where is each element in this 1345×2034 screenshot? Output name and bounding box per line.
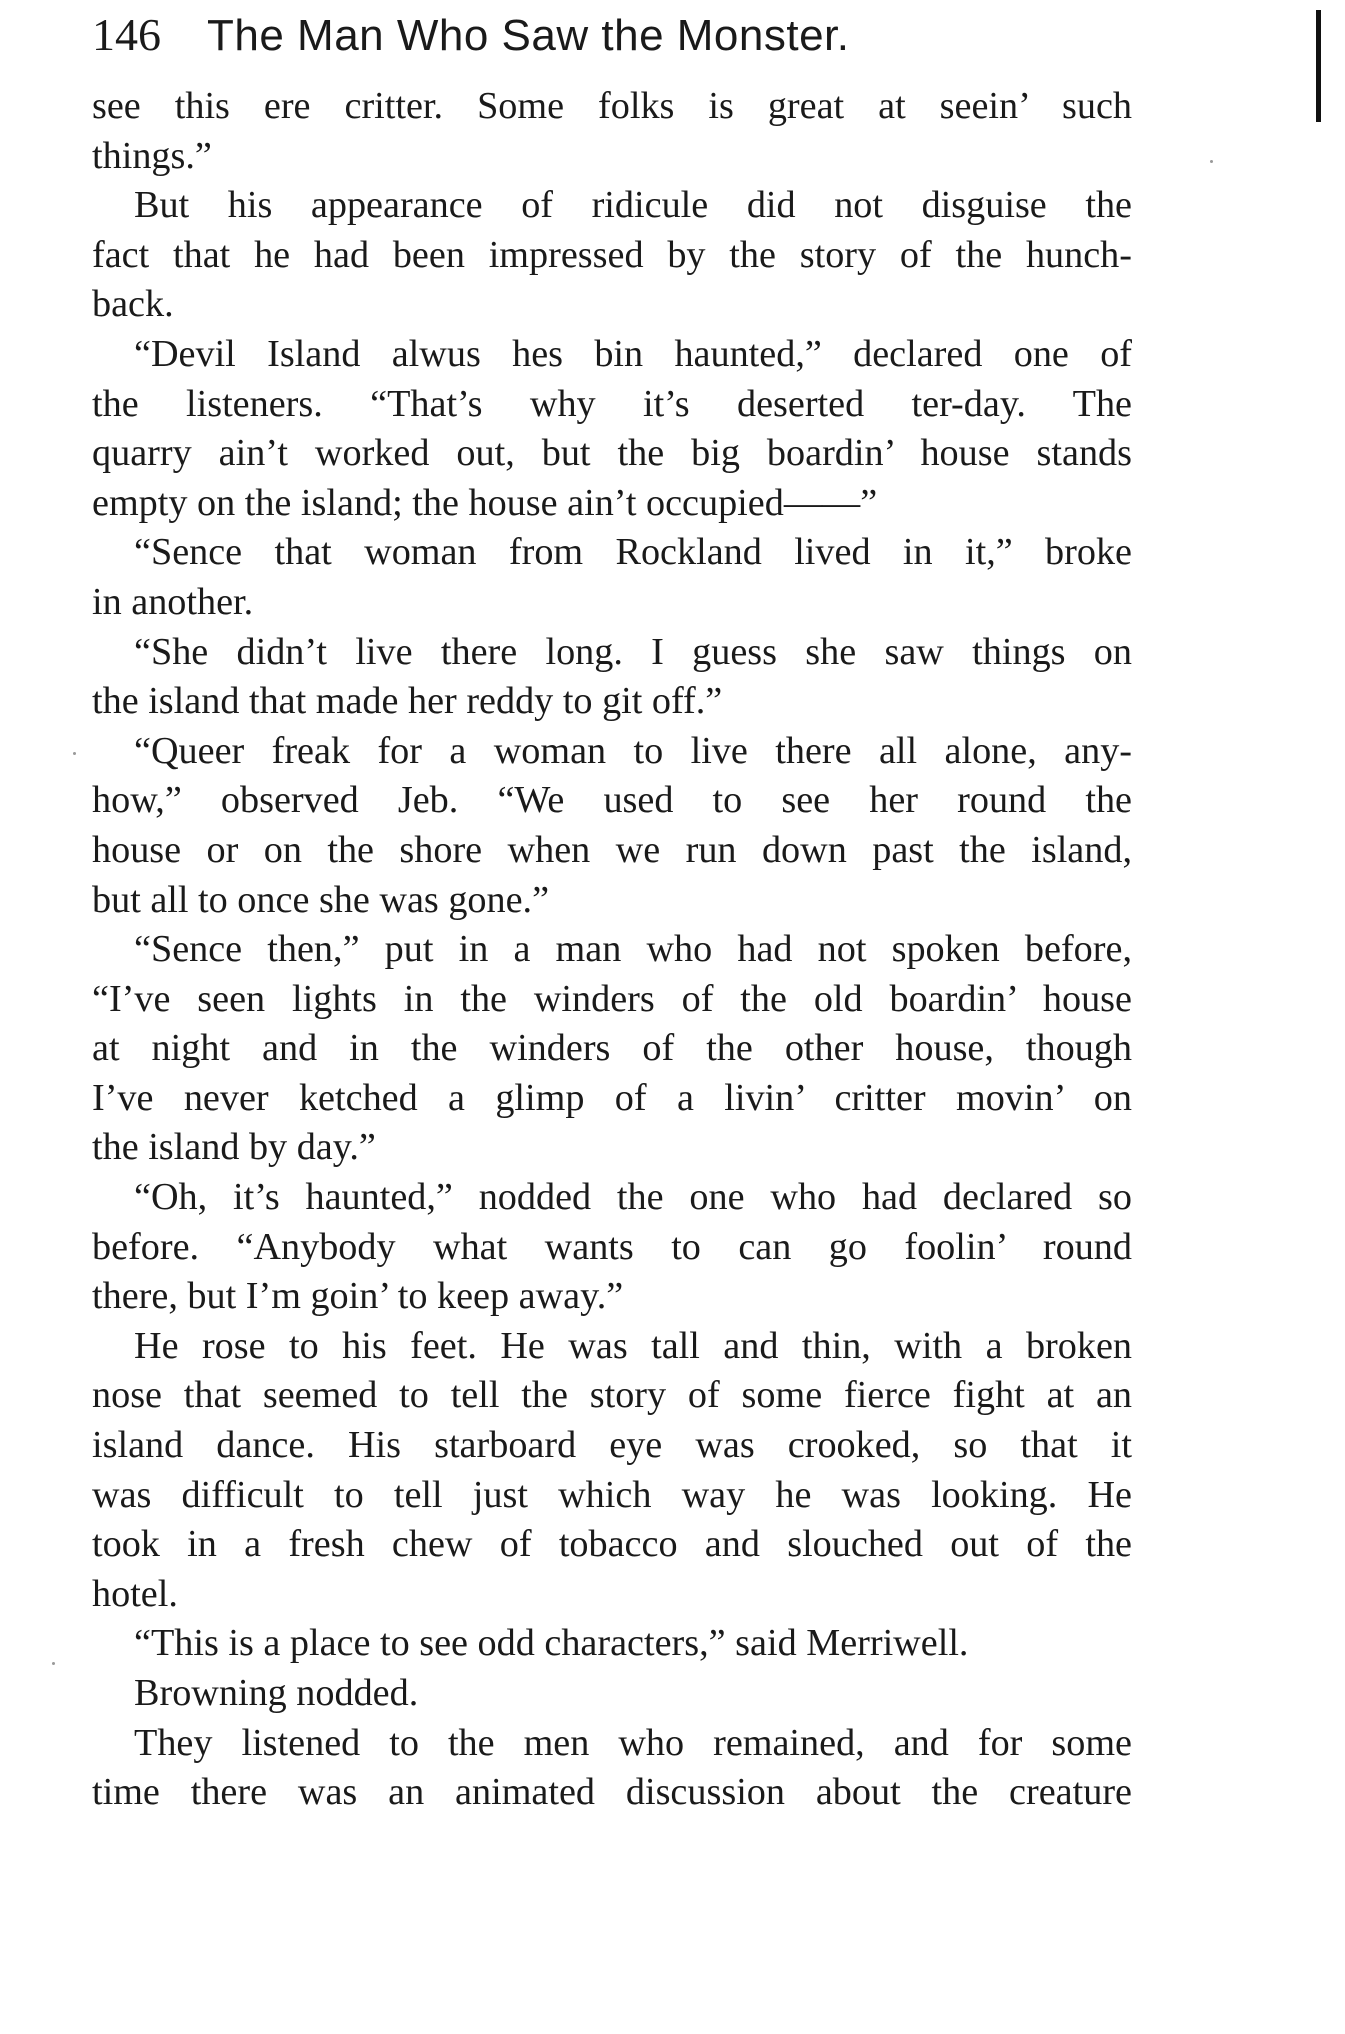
text-line: house or on the shore when we run down past the island,: [92, 828, 1132, 871]
text-line: “She didn’t live there long. I guess she saw things on: [134, 630, 1132, 673]
text-line: time there was an animated discussion about the creature: [92, 1771, 1132, 1814]
text-line: there, but I’m goin’ to keep away.”: [92, 1275, 624, 1318]
text-line: in another.: [92, 580, 254, 623]
text-line: fact that he had been impressed by the story of the hunch-: [92, 233, 1132, 276]
text-line: was difficult to tell just which way he was looking. He: [92, 1473, 1132, 1516]
text-line: island dance. His starboard eye was crooked, so that it: [92, 1424, 1132, 1467]
text-line: quarry ain’t worked out, but the big boardin’ house stands: [92, 432, 1132, 475]
text-line: the island that made her reddy to git off.”: [92, 680, 723, 723]
text-line: They listened to the men who remained, and for some: [134, 1721, 1132, 1764]
text-line: before. “Anybody what wants to can go foolin’ round: [92, 1225, 1132, 1268]
text-line: “Queer freak for a woman to live there all alone, any-: [134, 729, 1132, 772]
running-title: The Man Who Saw the Monster.: [207, 11, 850, 60]
text-line: But his appearance of ridicule did not disguise the: [134, 184, 1132, 227]
text-line: He rose to his feet. He was tall and thin, with a broken: [134, 1324, 1132, 1367]
scan-speck: [73, 752, 76, 755]
page-number: 146: [92, 9, 161, 60]
scan-speck: [52, 1662, 55, 1665]
text-line: the island by day.”: [92, 1126, 376, 1169]
text-line: but all to once she was gone.”: [92, 878, 550, 921]
text-line: “Devil Island alwus hes bin haunted,” declared one of: [134, 332, 1132, 375]
text-line: empty on the island; the house ain’t occupied——”: [92, 481, 878, 524]
text-line: I’ve never ketched a glimp of a livin’ critter movin’ on: [92, 1076, 1132, 1119]
text-line: things.”: [92, 134, 212, 177]
page-edge-mark: [1316, 10, 1321, 122]
text-line: the listeners. “That’s why it’s deserted ter-day. The: [92, 382, 1132, 425]
text-line: took in a fresh chew of tobacco and slouched out of the: [92, 1523, 1132, 1566]
text-line: see this ere critter. Some folks is great at seein’ such: [92, 85, 1132, 127]
text-line: “Sence that woman from Rockland lived in it,” broke: [134, 531, 1132, 574]
text-line: hotel.: [92, 1572, 178, 1615]
scan-speck: [1210, 160, 1213, 163]
text-line: nose that seemed to tell the story of some fierce fight at an: [92, 1374, 1132, 1417]
text-line: “This is a place to see odd characters,” said Merriwell.: [134, 1622, 969, 1665]
text-line: “Oh, it’s haunted,” nodded the one who had declared so: [134, 1176, 1132, 1219]
text-line: “I’ve seen lights in the winders of the old boardin’ house: [92, 977, 1132, 1020]
text-line: at night and in the winders of the other house, though: [92, 1027, 1132, 1070]
body-text: [92, 82, 1132, 1818]
text-line: how,” observed Jeb. “We used to see her round the: [92, 779, 1132, 822]
text-line: Browning nodded.: [134, 1672, 419, 1714]
text-line: back.: [92, 283, 174, 326]
text-line: “Sence then,” put in a man who had not spoken before,: [134, 928, 1132, 971]
page-header: [92, 8, 1132, 72]
